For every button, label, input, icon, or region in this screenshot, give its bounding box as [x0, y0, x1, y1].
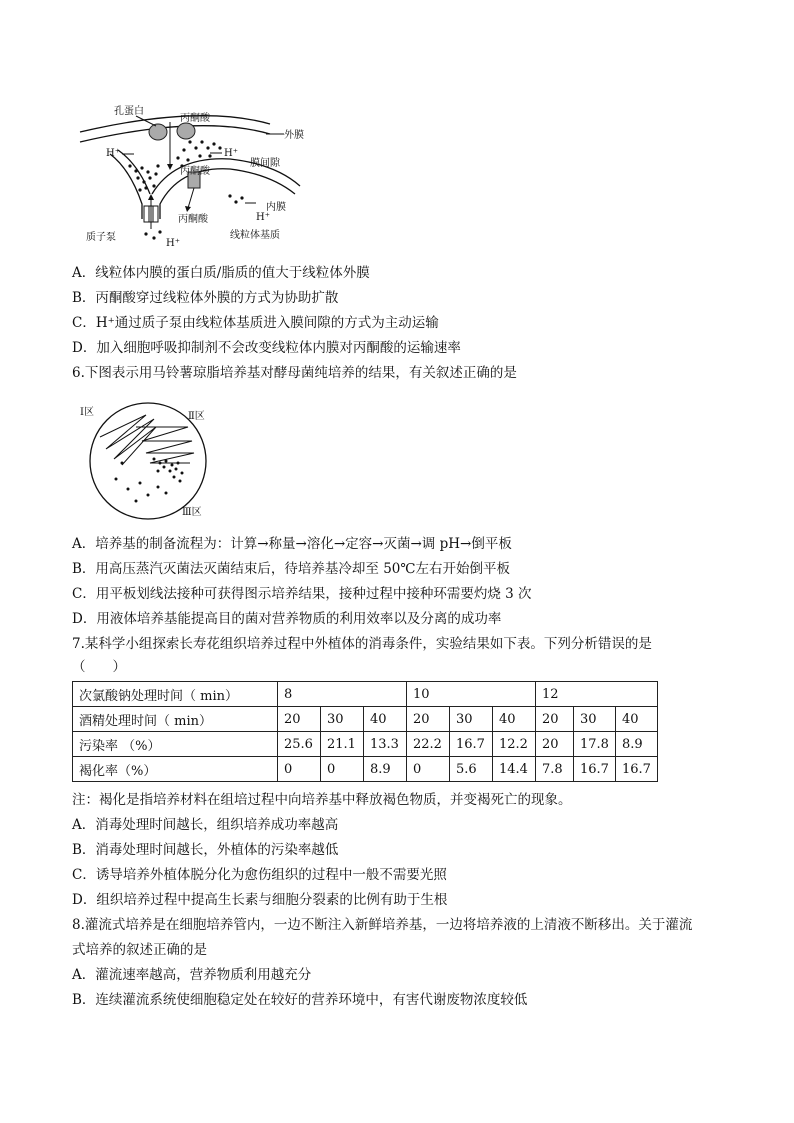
fig1-label-h-bottom: H⁺	[166, 238, 180, 249]
q7-option-b: B．消毒处理时间越长，外植体的污染率越低	[72, 842, 339, 858]
table-cell: 8.9	[364, 757, 407, 782]
table-cell: 16.7	[615, 757, 657, 782]
table-cell: 40	[615, 707, 657, 732]
fig2-zone-3: Ⅲ区	[182, 507, 202, 518]
table-cell: 20	[278, 707, 321, 732]
fig1-label-pyruvate-bottom: 丙酮酸	[178, 214, 208, 225]
q8-option-b: B．连续灌流系统使细胞稳定处在较好的营养环境中，有害代谢废物浓度较低	[72, 992, 528, 1008]
fig1-label-matrix: 线粒体基质	[230, 230, 280, 241]
q7-option-a: A．消毒处理时间越长，组织培养成功率越高	[72, 817, 339, 833]
table-cell: 5.6	[450, 757, 493, 782]
table-cell: 次氯酸钠处理时间（ min）	[73, 682, 278, 707]
table-row	[73, 732, 658, 757]
q6-stem: 6.下图表示用马铃薯琼脂培养基对酵母菌纯培养的结果，有关叙述正确的是	[72, 365, 517, 381]
table-cell: 20	[536, 732, 574, 757]
table-cell: 16.7	[574, 757, 616, 782]
outer-membrane-line	[80, 116, 270, 132]
q7-note: 注：褐化是指培养材料在组培过程中向培养基中释放褐色物质，并变褐死亡的现象。	[72, 792, 572, 808]
q6-option-c: C．用平板划线法接种可获得图示培养结果，接种过程中接种环需要灼烧 3 次	[72, 586, 532, 602]
q5-option-c: C．H⁺通过质子泵由线粒体基质进入膜间隙的方式为主动运输	[72, 315, 439, 331]
table-cell: 8.9	[615, 732, 657, 757]
q5-option-d: D．加入细胞呼吸抑制剂不会改变线粒体内膜对丙酮酸的运输速率	[72, 340, 461, 356]
table-cell: 酒精处理时间（ min）	[73, 707, 278, 732]
table-cell: 污染率 （%）	[73, 732, 278, 757]
table-cell: 14.4	[493, 757, 536, 782]
porin-shape	[177, 123, 195, 139]
table-cell: 10	[407, 682, 536, 707]
mitochondria-diagram	[70, 94, 340, 252]
table-cell: 22.2	[407, 732, 450, 757]
fig1-label-porin: 孔蛋白	[114, 106, 144, 117]
table-cell: 30	[450, 707, 493, 732]
table-row	[73, 757, 658, 782]
q8-stem-line2: 式培养的叙述正确的是	[72, 942, 207, 958]
table-cell: 40	[493, 707, 536, 732]
table-cell: 0	[407, 757, 450, 782]
table-cell: 40	[364, 707, 407, 732]
q5-option-b: B．丙酮酸穿过线粒体外膜的方式为协助扩散	[72, 290, 339, 306]
q8-stem-line1: 8.灌流式培养是在细胞培养管内，一边不断注入新鲜培养基，一边将培养液的上清液不断移出。关于灌流	[72, 917, 693, 933]
fig2-zone-2: Ⅱ区	[188, 411, 205, 422]
fig1-label-outer-membrane: 外膜	[284, 130, 304, 141]
table-cell: 13.3	[364, 732, 407, 757]
q6-option-d: D．用液体培养基能提高目的菌对营养物质的利用效率以及分离的成功率	[72, 611, 502, 627]
q6-option-b: B．用高压蒸汽灭菌法灭菌结束后，待培养基冷却至 50℃左右开始倒平板	[72, 561, 510, 577]
table-row	[73, 707, 658, 732]
table-cell: 12.2	[493, 732, 536, 757]
table-cell: 0	[321, 757, 364, 782]
table-cell: 7.8	[536, 757, 574, 782]
table-cell: 30	[321, 707, 364, 732]
petri-dish-diagram	[76, 397, 226, 522]
table-row	[73, 682, 658, 707]
q6-option-a: A．培养基的制备流程为：计算→称量→溶化→定容→灭菌→调 pH→倒平板	[72, 536, 512, 552]
fig1-label-h-inner: H⁺	[256, 212, 270, 223]
fig2-zone-1: Ⅰ区	[80, 407, 94, 418]
disinfection-table	[72, 681, 658, 782]
table-cell: 30	[574, 707, 616, 732]
table-cell: 17.8	[574, 732, 616, 757]
fig1-label-h-left: H⁺	[106, 148, 120, 159]
table-cell: 16.7	[450, 732, 493, 757]
outer-membrane-line	[80, 126, 270, 142]
q7-paren: （ ）	[72, 659, 126, 675]
table-cell: 25.6	[278, 732, 321, 757]
q8-option-a: A．灌流速率越高，营养物质利用越充分	[72, 967, 312, 983]
table-cell: 20	[536, 707, 574, 732]
q7-option-d: D．组织培养过程中提高生长素与细胞分裂素的比例有助于生根	[72, 892, 448, 908]
fig1-label-pyruvate-top: 丙酮酸	[180, 113, 210, 124]
q5-option-a: A．线粒体内膜的蛋白质/脂质的值大于线粒体外膜	[72, 265, 370, 281]
fig1-label-proton-pump: 质子泵	[86, 232, 116, 243]
porin-shape	[149, 124, 167, 140]
table-cell: 8	[278, 682, 407, 707]
fig1-label-h-right: H⁺	[224, 148, 238, 159]
table-cell: 褐化率（%）	[73, 757, 278, 782]
table-cell: 12	[536, 682, 658, 707]
q7-stem: 7.某科学小组探索长寿花组织培养过程中外植体的消毒条件，实验结果如下表。下列分析错误的是	[72, 636, 652, 652]
fig1-label-intermembrane: 膜间隙	[250, 158, 280, 169]
q7-option-c: C．诱导培养外植体脱分化为愈伤组织的过程中一般不需要光照	[72, 867, 447, 883]
table-cell: 20	[407, 707, 450, 732]
fig1-label-pyruvate-mid: 丙酮酸	[180, 166, 210, 177]
table-cell: 0	[278, 757, 321, 782]
table-cell: 21.1	[321, 732, 364, 757]
fig1-label-inner-membrane: 内膜	[266, 202, 286, 213]
